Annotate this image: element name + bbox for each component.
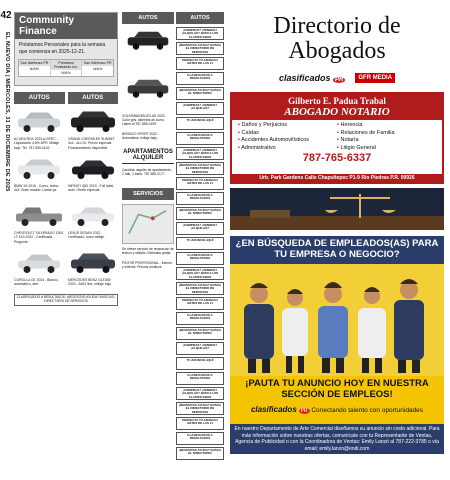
car-image	[14, 249, 64, 276]
right-half	[230, 10, 444, 478]
classified-promo: CLASIFICADOS A RESULTADOS	[176, 132, 224, 145]
classified-text: VOLKSWAGEN ATLAS 2023 - Color gris, asientos de cuero. Llame al 787-555-0199.	[122, 114, 167, 127]
classified-promo: ¡NECESITAS AYUDA? BUSCA EL DIRECTORIO	[176, 207, 224, 220]
classified-promo: PERFECTA TU ANUNCIO ANTES DE LAS 11	[176, 417, 224, 430]
section-header-autos: AUTOS	[122, 12, 174, 24]
page-number: 42	[0, 10, 12, 21]
car-ad-text: GRAND CHEROKEE SUMMIT 4x4 - Aro 20. Precio especial. Financiamiento disponible.	[68, 137, 115, 150]
directorio-title	[230, 14, 444, 64]
classified-promo: CLASIFICADOS A RESULTADOS	[176, 72, 224, 85]
classified-promo: CLASIFICADOS A RESULTADOS	[176, 252, 224, 265]
classified-promo: ¡COMPRAS? ¡VENDES? ¡ALQUILAS? BUSCA LOS CLASIFICADOS	[176, 267, 224, 280]
section-header-autos: AUTOS	[68, 92, 119, 104]
section-header-autos: AUTOS	[176, 12, 224, 24]
car-ad-row	[14, 155, 118, 198]
classified-promo: TU ANUNCIO AQUÍ	[176, 237, 224, 250]
car-ad-row	[14, 108, 118, 151]
rates-cell	[82, 60, 113, 76]
jobs-logo-sub: Conectando talento con oportunidades	[311, 407, 424, 415]
logos-row	[230, 70, 444, 86]
lawyer-ad-header	[232, 94, 442, 120]
classified-promo: PERFECTA TU ANUNCIO ANTES DE LAS 11	[176, 297, 224, 310]
classified-promo: TU ANUNCIO AQUÍ	[176, 357, 224, 370]
rates-col-header: San Ildefonso PR	[83, 61, 112, 65]
clasificados-logo	[279, 73, 345, 83]
classified-text: BRONCO SPORT 2022 - Automática, millaje bajo.	[122, 132, 159, 141]
section-header-servicios: SERVICIOS	[122, 188, 174, 200]
classified-text: Carolina: alquiler de apartamento, 2 hab, 1 baño. 787-555-0177.	[122, 167, 172, 176]
lawyer-name: Gilberto E. Padua Trabal	[288, 96, 386, 107]
car-image	[68, 249, 118, 276]
car-ad[interactable]	[14, 155, 64, 198]
classified-promo: ¡COMPRAS? ¡VENDES? ¡ALQUILAS? BUSCA LOS CLASIFICADOS	[176, 27, 224, 40]
classified-text: PINTOR PROFESIONAL - Interior y exterior. Precios módicos.	[122, 260, 172, 270]
car-ad[interactable]	[68, 202, 118, 245]
rates-col-header: San Ildefonso PR	[20, 61, 49, 65]
car-ad-row	[14, 249, 118, 292]
classifieds-promo: CLASIFICADOS A RESULTADOS: ¡NECESITAS AYUDA? BUSCA EL DIRECTORIO DE SERVICIOS	[14, 294, 118, 306]
service-item: ▪ Accidentes Automovilísticos	[238, 137, 337, 144]
services-right	[337, 122, 436, 152]
people-image	[230, 264, 444, 376]
classified-promo: ¡COMPRAS? ¡VENDES? ¡ALQUILAS? BUSCA LOS CLASIFICADOS	[176, 147, 224, 160]
car-ad[interactable]	[68, 155, 118, 198]
car-image	[14, 155, 64, 182]
car-image	[122, 28, 174, 52]
car-ad-text: ACURA RDX 2023 A-SPEC - Liquidación 4.5% APR. Millaje bajo. Tel. 787-555-0142	[14, 137, 60, 150]
jobs-footer: En nuestro Departamento de Arte Comercial diseñamos su anuncio sin costo adicional. Para más información sobre nuestras ofertas, comunícate con tu Representante de Ventas, Agencia de Publicidad o con la Coordinadora de Ventas: Emily Lanzó al 787-222-3785 o vía email; emily.lanzo@endi.com	[230, 424, 444, 454]
car-ad[interactable]	[68, 108, 118, 151]
car-ad-text: COROLLA CE 2024 - Blanco, automático, aire.	[14, 278, 59, 287]
classified-promo: ¡COMPRAS? ¡VENDES? ¡ALQUILAS?	[176, 222, 224, 235]
car-ad[interactable]	[14, 249, 64, 292]
left-column	[14, 12, 118, 478]
section-headers	[14, 92, 118, 104]
car-image	[14, 108, 64, 135]
classified-promo: CLASIFICADOS A RESULTADOS	[176, 192, 224, 205]
middle-column	[122, 12, 174, 478]
classifieds-column	[176, 12, 224, 478]
car-ad[interactable]	[14, 202, 64, 245]
community-finance-subtitle: Préstamos Personales para la semana que comienza en 2025-12-21.	[19, 42, 106, 55]
car-image	[68, 202, 118, 229]
section-header-autos: AUTOS	[14, 92, 65, 104]
rates-col-header: Préstamo Prestlando Inc.	[51, 60, 82, 70]
classified-promo: TU ANUNCIO AQUÍ	[176, 117, 224, 130]
classified-promo: ¡NECESITAS AYUDA? BUSCA EL DIRECTORIO DE SERVICIOS	[176, 162, 224, 175]
classified-promo: PERFECTA TU ANUNCIO ANTES DE LAS 11	[176, 177, 224, 190]
map-image	[122, 204, 174, 244]
jobs-tagline: ¡PAUTA TU ANUNCIO HOY EN NUESTRA SECCIÓN DE EMPLEOS!	[245, 378, 429, 401]
lawyer-role: ABOGADO NOTARIO	[284, 106, 390, 119]
service-item: ▪ Notaría	[337, 137, 436, 144]
car-image	[68, 155, 118, 182]
classified-promo: ¡NECESITAS AYUDA? BUSCA EL DIRECTORIO	[176, 87, 224, 100]
rates-cell	[51, 60, 83, 76]
service-item: ▪ Daños y Perjuicios	[238, 122, 337, 129]
service-item: ▪ Administrativo	[238, 145, 337, 152]
classified-promo: ¡NECESITAS AYUDA? BUSCA EL DIRECTORIO DE SERVICIOS	[176, 402, 224, 415]
classified-promo: CLASIFICADOS A RESULTADOS	[176, 432, 224, 445]
page-spine	[0, 10, 12, 480]
car-ad-row	[14, 202, 118, 245]
lawyer-services	[232, 120, 442, 154]
car-ad[interactable]	[14, 108, 64, 151]
directorio-title-line1: Directorio de	[273, 13, 401, 39]
justice-scale-image	[230, 188, 444, 230]
rates-value: N/A%	[61, 71, 71, 75]
car-image	[122, 76, 174, 100]
car-ad-text: LEXUS SEDAN 2022 - Certificado, buen millaje.	[68, 231, 106, 240]
jobs-headline: ¿EN BÚSQUEDA DE EMPLEADOS(AS) PARA TU EMPRESA O NEGOCIO?	[230, 236, 444, 264]
lawyer-ad[interactable]	[230, 92, 444, 184]
car-image	[14, 202, 64, 229]
section-header-alquiler: APARTAMENTOS ALQUILER	[122, 145, 174, 164]
service-item: ▪ Relaciones de Familia	[337, 130, 436, 137]
jobs-logo	[230, 405, 444, 414]
rates-value: N/A%	[29, 67, 39, 71]
lawyer-address: Urb. Park Gardens Calle Chapultepec P1-9 Río Piedras P.R. 00926	[232, 174, 442, 182]
pr-badge: PR	[335, 77, 344, 84]
clasificados-logo-text: clasificados	[278, 73, 331, 84]
car-ad-text: MERCEDES BENZ GLE350 2023 - AMG line, millaje bajo.	[68, 278, 113, 287]
classified-promo: PERFECTA TU ANUNCIO ANTES DE LAS 11	[176, 57, 224, 70]
classified-promo: CLASIFICADOS A RESULTADOS	[176, 372, 224, 385]
classified-promo: CLASIFICADOS A RESULTADOS	[176, 312, 224, 325]
classified-promo: ¡COMPRAS? ¡VENDES? ¡ALQUILAS?	[176, 342, 224, 355]
spine-header: EL NUEVO DÍA | MIÉRCOLES, 31 DE DICIEMBRE DE 2025	[4, 32, 10, 192]
classified-promo: ¡NECESITAS AYUDA? BUSCA EL DIRECTORIO	[176, 447, 224, 460]
car-ad-text: INFINITI Q50 2019 - Full label, auto. Oferta especial.	[68, 184, 115, 193]
rates-table	[18, 59, 114, 77]
classified-promo: ¡COMPRAS? ¡VENDES? ¡ALQUILAS? BUSCA LOS CLASIFICADOS	[176, 387, 224, 400]
classified-promo: ¡NECESITAS AYUDA? BUSCA EL DIRECTORIO DE SERVICIOS	[176, 282, 224, 295]
car-ad-text: CHEVROLET SILVERADO 1500 LT 4X4 2022 - Certificada. Pregunte.	[14, 231, 64, 244]
jobs-ad[interactable]	[230, 236, 444, 454]
car-ad[interactable]	[68, 249, 118, 292]
gfr-logo: GFR MEDIA	[355, 73, 395, 83]
community-finance-box	[14, 12, 118, 86]
pr-badge: PR	[300, 408, 308, 415]
classified-text: Se ofrece servicio de reparación de techos y sellado. Estimado gratis.	[122, 246, 174, 255]
classified-promo: ¡NECESITAS AYUDA? BUSCA EL DIRECTORIO DE SERVICIOS	[176, 42, 224, 55]
classified-promo: ¡COMPRAS? ¡VENDES? ¡ALQUILAS?	[176, 102, 224, 115]
car-ad-text: BMW X5 2016 - Cuero, techo, 4x4. Buen estado. Llame ya.	[14, 184, 60, 193]
rates-cell	[19, 60, 51, 76]
classified-promo: ¡NECESITAS AYUDA? BUSCA EL DIRECTORIO	[176, 327, 224, 340]
lawyer-phone: 787-765-6337	[302, 152, 372, 165]
service-item: ▪ Litigio General	[337, 145, 436, 152]
service-item: ▪ Caídas	[238, 130, 337, 137]
services-left	[238, 122, 337, 152]
clasificados-logo-text: clasificados	[250, 405, 297, 415]
community-finance-title: Community Finance	[15, 13, 117, 39]
rates-value: N/A%	[93, 67, 103, 71]
service-item: ▪ Herencia	[337, 122, 436, 129]
directorio-title-line2: Abogados	[288, 38, 386, 65]
car-image	[68, 108, 118, 135]
